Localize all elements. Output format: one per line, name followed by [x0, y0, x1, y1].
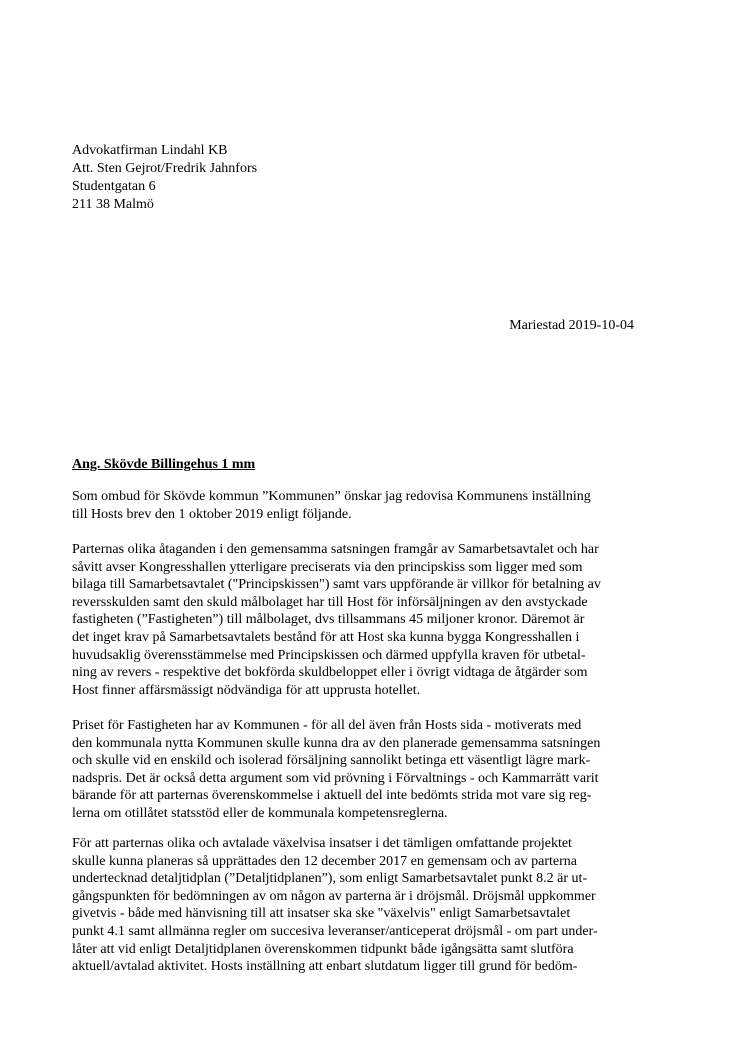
paragraph-obligations	[72, 541, 601, 699]
paragraph-line: och skulle vid en enskild och isolerad försäljning sannolikt betinga ett väsentligt lägre mark-	[72, 753, 591, 769]
paragraph-line: Host finner affärsmässigt nödvändiga för att upprusta hotellet.	[72, 682, 421, 698]
paragraph-line: lerna om otillåtet statsstöd eller de kommunala kompetensreglerna.	[72, 805, 448, 821]
paragraph-line: bärande för att parternas överenskommelse i aktuell del inte bedömts strida mot vare sig reg-	[72, 788, 592, 804]
paragraph-line: undertecknad detaljtidplan (”Detaljtidplanen”), som enligt Samarbetsavtalet punkt 8.2 är ut-	[72, 871, 588, 887]
paragraph-line: För att parternas olika och avtalade växelvisa insatser i det tämligen omfattande projektet	[72, 836, 572, 851]
paragraph-line: huvudsaklig överensstämmelse med Principskissen och därmed uppfylla kraven för utbetal-	[72, 647, 586, 663]
paragraph-line: fastigheten (”Fastigheten”) till målbolaget, dvs tillsammans 45 miljoner kronor. Däremot är	[72, 612, 585, 628]
paragraph-line: givetvis - både med hänvisning till att insatser ska ske "växelvis" enligt Samarbetsavtalet	[72, 906, 571, 922]
paragraph-line: till Hosts brev den 1 oktober 2019 enligt följande.	[72, 506, 352, 522]
recipient-line: Studentgatan 6	[72, 179, 156, 194]
paragraph-line: såvitt avser Kongresshallen ytterligare preciserats via den principskiss som ligger med som	[72, 559, 583, 575]
recipient-address	[72, 142, 257, 214]
paragraph-line: punkt 4.1 samt allmänna regler om succesiva leveranser/anticeperat dröjsmål - om part under-	[72, 923, 598, 939]
paragraph-line: nadspris. Det är också detta argument som vid prövning i Förvaltnings - och Kammarrätt varit	[72, 770, 599, 786]
paragraph-price	[72, 717, 600, 823]
paragraph-line: bilaga till Samarbetsavtalet ("Principskissen") samt vars uppförande är villkor för betalning av	[72, 577, 601, 593]
paragraph-line: Som ombud för Skövde kommun ”Kommunen” önskar jag redovisa Kommunens inställning	[72, 489, 591, 504]
recipient-line: Att. Sten Gejrot/Fredrik Jahnfors	[72, 161, 258, 176]
paragraph-line: gångspunkten för bedömningen av om någon av parterna är i dröjsmål. Dröjsmål uppkommer	[72, 888, 596, 904]
paragraph-line: Parternas olika åtaganden i den gemensamma satsningen framgår av Samarbetsavtalet och har	[72, 542, 599, 557]
paragraph-line: det inget krav på Samarbetsavtalets bestånd för att Host ska kunna bygga Kongresshallen i	[72, 629, 580, 645]
paragraph-line: reversskulden samt den skuld målbolaget har till Host för införsäljningen av den avstyckade	[72, 594, 588, 610]
place-and-date: Mariestad 2019-10-04	[509, 318, 634, 333]
paragraph-line: skulle kunna planeras så upprättades den 12 december 2017 en gemensam och av parterna	[72, 853, 577, 869]
recipient-line: 211 38 Malmö	[72, 197, 154, 212]
paragraph-line: ning av revers - respektive det bokförda skuldbeloppet eller i övrigt vidtaga de åtgärder som	[72, 665, 588, 681]
paragraph-line: låter att vid enligt Detaljtidplanen överenskommen tidpunkt både igångsätta samt slutföra	[72, 941, 574, 957]
paragraph-line: Priset för Fastigheten har av Kommunen - för all del även från Hosts sida - motiverats med	[72, 718, 582, 733]
paragraph-intro	[72, 488, 591, 523]
paragraph-schedule	[72, 835, 598, 976]
recipient-line: Advokatfirman Lindahl KB	[72, 143, 228, 158]
subject-heading: Ang. Skövde Billingehus 1 mm	[72, 457, 256, 472]
paragraph-line: aktuell/avtalad aktivitet. Hosts inställning att enbart slutdatum ligger till grund för bedöm-	[72, 959, 578, 975]
paragraph-line: den kommunala nytta Kommunen skulle kunna dra av den planerade gemensamma satsningen	[72, 735, 601, 751]
